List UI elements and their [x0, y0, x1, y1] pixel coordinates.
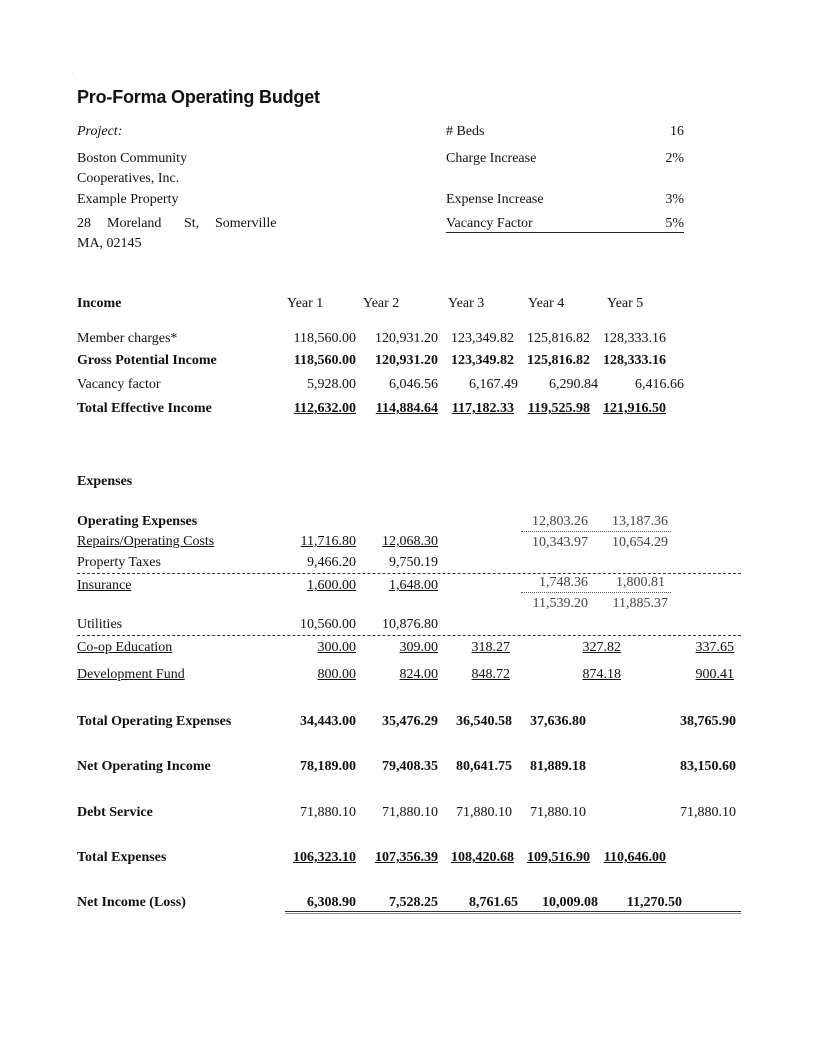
summary-cell: 83,150.60: [680, 759, 736, 774]
expense-cell: 309.00: [399, 640, 438, 655]
income-cell: 125,816.82: [527, 331, 590, 346]
address-word: 28: [77, 216, 91, 231]
summary-cell: 109,516.90: [527, 850, 590, 865]
address-word: Somerville: [215, 216, 277, 231]
expense-cell: 824.00: [399, 667, 438, 682]
income-cell: 128,333.16: [603, 353, 666, 368]
dotted-rule: [521, 592, 671, 593]
income-cell: 123,349.82: [451, 353, 514, 368]
expense-cell: 1,600.00: [307, 578, 356, 593]
income-cell: 114,884.64: [375, 401, 438, 416]
operating-float-cell: 1,748.36: [539, 575, 588, 590]
summary-cell: 71,880.10: [382, 805, 438, 820]
income-cell: 117,182.33: [451, 401, 514, 416]
operating-float-cell: 13,187.36: [612, 514, 668, 529]
operating-float-cell: 11,885.37: [612, 596, 668, 611]
income-cell: 118,560.00: [293, 353, 356, 368]
dashed-divider: [77, 573, 741, 574]
summary-cell: 71,880.10: [300, 805, 356, 820]
expenses-heading: Expenses: [77, 474, 133, 489]
project-label: Project:: [77, 124, 123, 139]
expense-cell: 300.00: [317, 640, 356, 655]
summary-cell: 108,420.68: [451, 850, 514, 865]
expense-cell: 12,068.30: [382, 534, 438, 549]
summary-cell: 71,880.10: [456, 805, 512, 820]
expense-cell: 11,716.80: [300, 534, 356, 549]
summary-cell: 78,189.00: [300, 759, 356, 774]
property-name: Example Property: [77, 192, 179, 207]
summary-row-label: Total Operating Expenses: [77, 714, 232, 729]
charge-increase-label: Charge Increase: [446, 151, 537, 166]
income-cell: 6,167.49: [469, 377, 518, 392]
year-header: Year 5: [607, 296, 644, 311]
expense-cell: 318.27: [471, 640, 510, 655]
expense-cell: 848.72: [471, 667, 510, 682]
expense-cell: 800.00: [317, 667, 356, 682]
operating-float-cell: 12,803.26: [532, 514, 588, 529]
dotted-rule: [521, 531, 671, 532]
income-heading: Income: [77, 296, 122, 311]
charge-increase-value: 2%: [665, 151, 684, 166]
expense-row-label: Repairs/Operating Costs: [77, 534, 215, 549]
org-line-1: Boston Community: [77, 151, 188, 166]
income-cell: 5,928.00: [307, 377, 356, 392]
expense-cell: 9,466.20: [307, 555, 356, 570]
vacancy-factor-value: 5%: [665, 216, 684, 231]
expense-increase-value: 3%: [665, 192, 684, 207]
expense-cell: 874.18: [582, 667, 621, 682]
income-cell: 120,931.20: [375, 353, 438, 368]
summary-cell: 10,009.08: [542, 895, 598, 910]
expense-row-label: Property Taxes: [77, 555, 161, 570]
expense-row-label: Co-op Education: [77, 640, 173, 655]
vacancy-factor-label: Vacancy Factor: [446, 216, 533, 231]
org-line-2: Cooperatives, Inc.: [77, 171, 180, 186]
doc-mark: .: [72, 70, 73, 75]
year-header: Year 4: [528, 296, 565, 311]
income-row-label: Vacancy factor: [77, 377, 161, 392]
summary-cell: 36,540.58: [456, 714, 512, 729]
income-cell: 119,525.98: [527, 401, 590, 416]
summary-cell: 35,476.29: [382, 714, 438, 729]
operating-float-cell: 1,800.81: [616, 575, 665, 590]
summary-cell: 106,323.10: [293, 850, 356, 865]
summary-cell: 80,641.75: [456, 759, 512, 774]
summary-cell: 79,408.35: [382, 759, 438, 774]
summary-cell: 8,761.65: [469, 895, 518, 910]
year-header: Year 1: [287, 296, 324, 311]
summary-cell: 37,636.80: [530, 714, 586, 729]
summary-row-label: Debt Service: [77, 805, 153, 820]
income-row-label: Member charges*: [77, 331, 178, 346]
operating-float-cell: 11,539.20: [532, 596, 588, 611]
income-cell: 6,416.66: [635, 377, 684, 392]
summary-cell: 71,880.10: [530, 805, 586, 820]
summary-cell: 7,528.25: [389, 895, 438, 910]
income-cell: 120,931.20: [375, 331, 438, 346]
summary-row-label: Net Income (Loss): [77, 895, 186, 910]
summary-cell: 81,889.18: [530, 759, 586, 774]
summary-cell: 11,270.50: [626, 895, 682, 910]
beds-value: 16: [670, 124, 684, 139]
income-cell: 112,632.00: [293, 401, 356, 416]
dashed-divider: [77, 635, 741, 636]
income-row-label: Total Effective Income: [77, 401, 212, 416]
income-cell: 123,349.82: [451, 331, 514, 346]
income-cell: 6,046.56: [389, 377, 438, 392]
income-cell: 128,333.16: [603, 331, 666, 346]
page-title: Pro-Forma Operating Budget: [77, 87, 320, 107]
expense-cell: 9,750.19: [389, 555, 438, 570]
expense-cell: 10,560.00: [300, 617, 356, 632]
summary-cell: 6,308.90: [307, 895, 356, 910]
year-header: Year 2: [363, 296, 400, 311]
income-cell: 121,916.50: [603, 401, 666, 416]
year-header: Year 3: [448, 296, 485, 311]
net-income-double-rule: [285, 911, 741, 914]
summary-row-label: Net Operating Income: [77, 759, 211, 774]
operating-float-cell: 10,654.29: [612, 535, 668, 550]
summary-cell: 34,443.00: [300, 714, 356, 729]
address-line-2: MA, 02145: [77, 236, 142, 251]
expense-row-label: Utilities: [77, 617, 123, 632]
operating-expenses-heading: Operating Expenses: [77, 514, 198, 529]
expense-row-label: Insurance: [77, 578, 132, 593]
operating-float-cell: 10,343.97: [532, 535, 588, 550]
income-cell: 118,560.00: [293, 331, 356, 346]
income-cell: 6,290.84: [549, 377, 598, 392]
expense-row-label: Development Fund: [77, 667, 185, 682]
expense-cell: 1,648.00: [389, 578, 438, 593]
summary-cell: 71,880.10: [680, 805, 736, 820]
address-word: Moreland: [107, 216, 162, 231]
expense-cell: 337.65: [695, 640, 734, 655]
expense-cell: 900.41: [695, 667, 734, 682]
vacancy-underline: [446, 232, 684, 233]
income-row-label: Gross Potential Income: [77, 353, 217, 368]
expense-increase-label: Expense Increase: [446, 192, 544, 207]
expense-cell: 10,876.80: [382, 617, 438, 632]
expense-cell: 327.82: [582, 640, 621, 655]
address-word: St,: [184, 216, 200, 231]
income-cell: 125,816.82: [527, 353, 590, 368]
summary-cell: 107,356.39: [375, 850, 438, 865]
summary-row-label: Total Expenses: [77, 850, 167, 865]
beds-label: # Beds: [446, 124, 485, 139]
summary-cell: 110,646.00: [603, 850, 666, 865]
summary-cell: 38,765.90: [680, 714, 736, 729]
